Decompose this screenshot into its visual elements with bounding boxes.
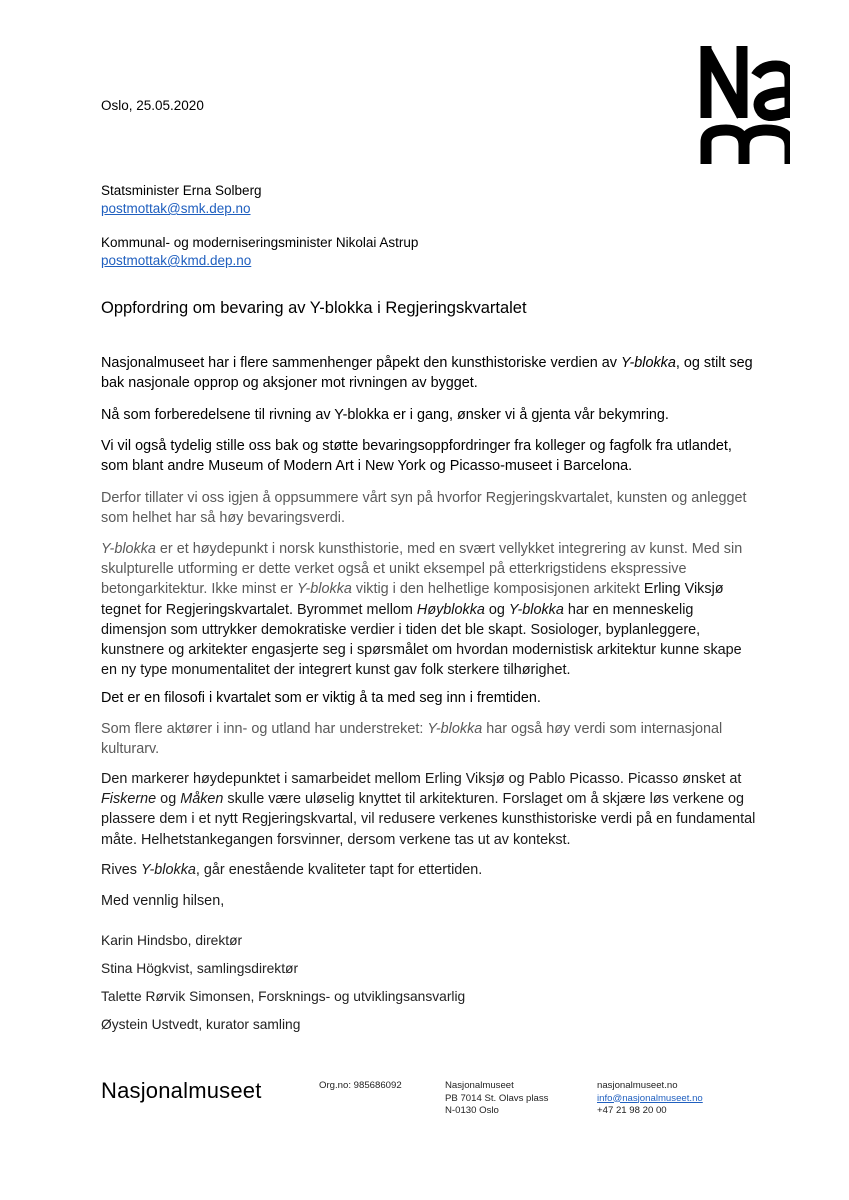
address-line: N-0130 Oslo	[445, 1105, 499, 1116]
signatory: Karin Hindsbo, direktør	[101, 933, 243, 948]
closing-greeting: Med vennlig hilsen,	[101, 893, 225, 909]
text-run: Den markerer høydepunktet i samarbeidet mellom Erling Viksjø og Pablo Picasso. Picasso ønsket at	[101, 771, 742, 787]
text-run: og	[156, 791, 181, 808]
italic-run: Y-blokka	[620, 355, 676, 371]
italic-run: Høyblokka	[416, 601, 485, 618]
recipient-email-link[interactable]: postmottak@kmd.dep.no	[101, 253, 252, 268]
text-run: Rives	[101, 862, 141, 878]
body-paragraph	[101, 539, 761, 680]
italic-run: Måken	[180, 791, 224, 808]
nasjonalmuseet-logo-icon	[700, 46, 790, 164]
body-paragraph: Derfor tillater vi oss igjen å oppsummere vårt syn på hvorfor Regjeringskvartalet, kunsten og anlegget som helhet har så høy bevaringsverdi.	[101, 490, 747, 527]
footer-orgno: Org.no: 985686092	[319, 1080, 402, 1091]
text-run: , og stilt seg bak nasjonale opprop og aksjoner mot rivningen av bygget.	[101, 355, 753, 392]
letter-subject: Oppfordring om bevaring av Y-blokka i Regjeringskvartalet	[101, 299, 527, 317]
body-paragraph	[101, 769, 761, 850]
signatory: Øystein Ustvedt, kurator samling	[101, 1017, 301, 1032]
footer-address	[445, 1080, 548, 1118]
recipient-email-link[interactable]: postmottak@smk.dep.no	[101, 201, 251, 216]
italic-run: Y-blokka	[296, 581, 352, 598]
text-run: , går enestående kvaliteter tapt for ettertiden.	[195, 862, 483, 878]
body-paragraph: Det er en filosofi i kvartalet som er viktig å ta med seg inn i fremtiden.	[101, 690, 541, 706]
footer-web[interactable]: nasjonalmuseet.no	[597, 1080, 678, 1091]
address-line: Nasjonalmuseet	[445, 1080, 514, 1091]
italic-run: Y-blokka	[101, 541, 156, 557]
signatory: Talette Rørvik Simonsen, Forsknings- og utviklingsansvarlig	[101, 989, 466, 1004]
italic-run: Fiskerne	[101, 791, 157, 808]
italic-run: Y-blokka	[427, 721, 483, 737]
italic-run: Y-blokka	[508, 601, 564, 618]
body-paragraph	[101, 860, 761, 880]
text-run: har en menneskelig dimensjon som uttrykker demokratiske verdier i tiden det ble skapt. Sosiologer, byplanleggere, kunstnere og arkitekter engasjerte seg i spørsmålet om hvordan modernistisk arkitektur kunne skape en ny type monumentalitet der integrert kunst gav folk sterkere tilhørighet.	[101, 601, 742, 679]
text-run: viktig i den helhetlige komposisjonen arkitekt	[351, 581, 644, 598]
footer-contact	[597, 1080, 703, 1118]
recipient-block	[101, 234, 418, 270]
text-run: og	[484, 601, 509, 618]
letter-date: Oslo, 25.05.2020	[101, 98, 204, 113]
body-paragraph	[101, 719, 761, 759]
recipient-block	[101, 182, 262, 218]
text-run: er et høydepunkt i norsk kunsthistorie, med en svært vellykket integrering av kunst. Med sin skulpturelle utforming er dette verket også et unikt eksempel på etterkrigstidens ekspressive betongarkitektur. Ikke minst er	[101, 541, 743, 598]
footer-phone: +47 21 98 20 00	[597, 1105, 667, 1116]
italic-run: Y-blokka	[140, 862, 196, 878]
recipient-name: Statsminister Erna Solberg	[101, 183, 262, 198]
text-run: Erling Viksjø tegnet for Regjeringskvartalet. Byrommet mellom	[101, 581, 724, 618]
address-line: PB 7014 St. Olavs plass	[445, 1092, 549, 1104]
text-run: skulle være uløselig knyttet til arkitekturen. Forslaget om å skjære løs verkene og plassere dem i et nytt Regjeringskvartal, vil redusere verkenes kunsthistoriske verdi på en fundamental måte. Helhetstankegangen forsvinner, dersom verkene tas ut av kontekst.	[101, 791, 756, 848]
text-run: har også høy verdi som internasjonal kulturarv.	[101, 721, 723, 758]
footer-wordmark: Nasjonalmuseet	[101, 1078, 262, 1103]
recipient-name: Kommunal- og moderniseringsminister Nikolai Astrup	[101, 235, 419, 250]
text-run: Som flere aktører i inn- og utland har understreket:	[101, 721, 428, 737]
body-paragraph	[101, 353, 761, 393]
text-run: Nasjonalmuseet har i flere sammenhenger påpekt den kunsthistoriske verdien av	[101, 355, 621, 371]
footer-email-link[interactable]: info@nasjonalmuseet.no	[597, 1092, 703, 1104]
body-paragraph: Nå som forberedelsene til rivning av Y-blokka er i gang, ønsker vi å gjenta vår bekymring.	[101, 407, 669, 423]
body-paragraph: Vi vil også tydelig stille oss bak og støtte bevaringsoppfordringer fra kolleger og fagfolk fra utlandet, som blant andre Museum of Modern Art i New York og Picasso-museet i Barcelona.	[101, 438, 732, 475]
signatory: Stina Högkvist, samlingsdirektør	[101, 961, 299, 976]
